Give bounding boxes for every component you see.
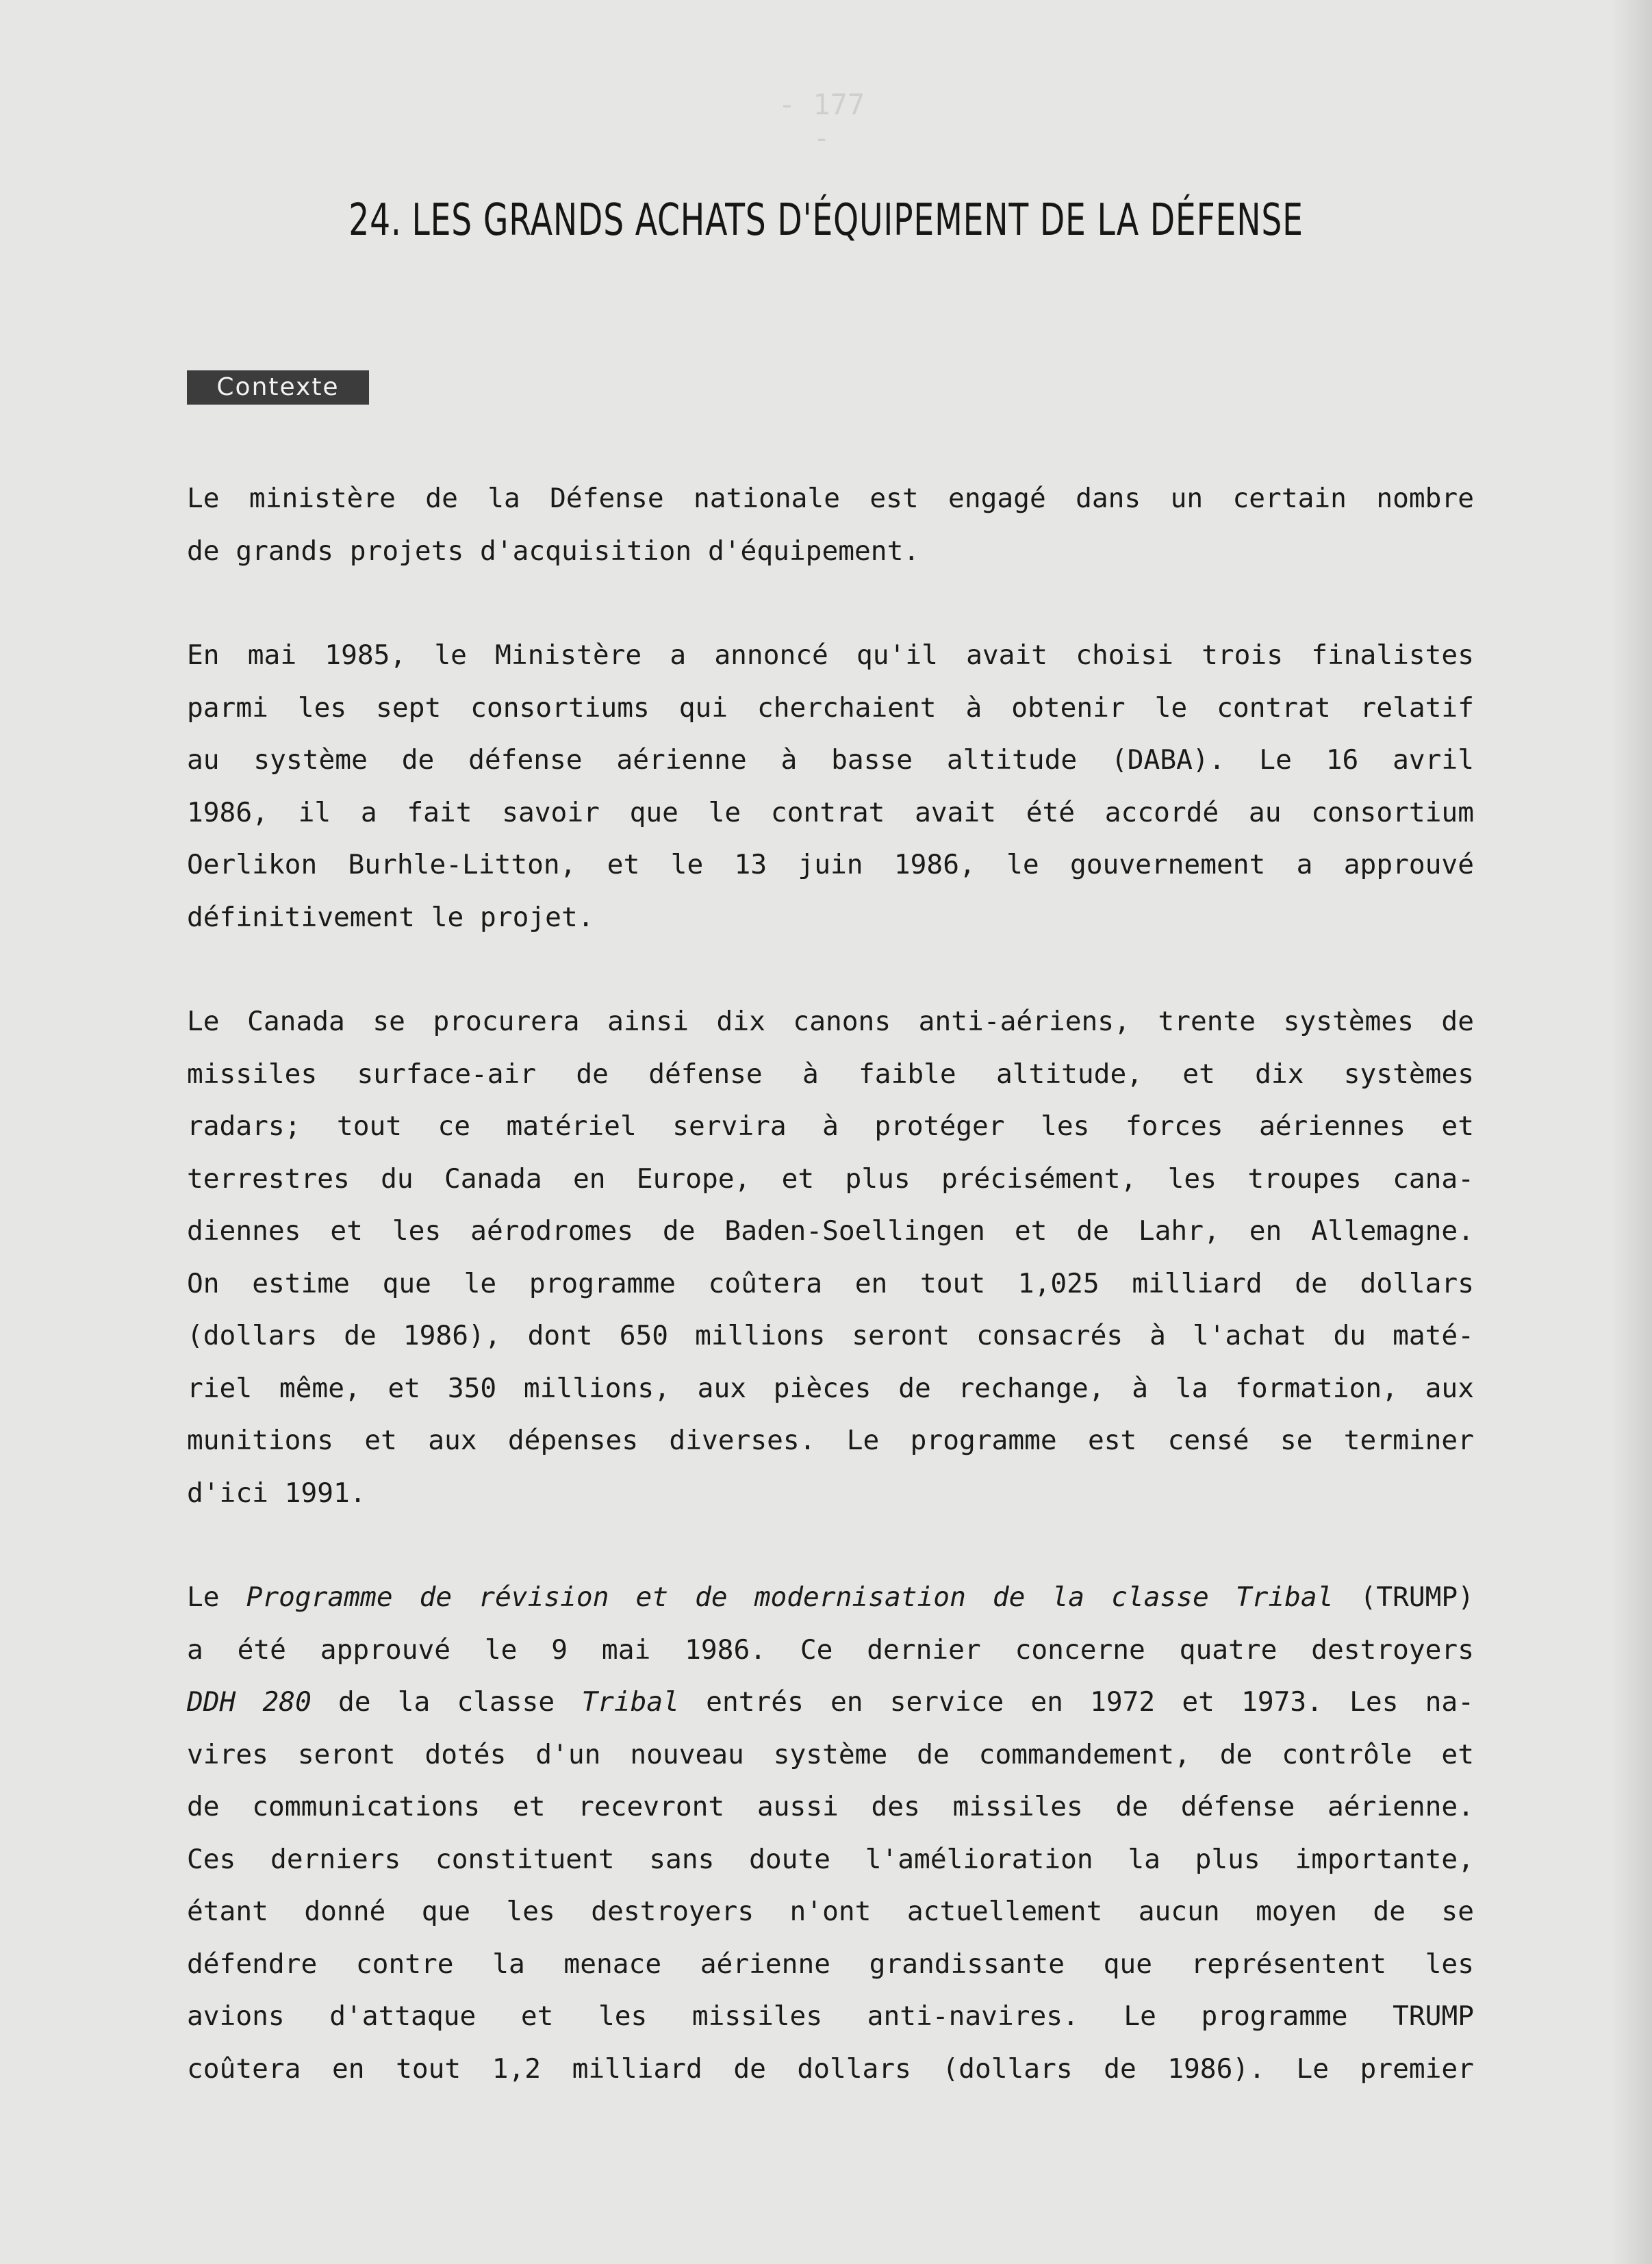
context-badge: Contexte bbox=[187, 370, 369, 405]
page-edge-shadow bbox=[1611, 0, 1652, 2264]
text-line: étant donné que les destroyers n'ont actuellement aucun moyen de se bbox=[187, 1896, 1474, 1927]
text-line: diennes et les aérodromes de Baden-Soellingen et de Lahr, en Allemagne. bbox=[187, 1215, 1474, 1247]
text-line: de communications et recevront aussi des missiles de défense aérienne. bbox=[187, 1791, 1474, 1822]
text-span: de la classe bbox=[311, 1686, 582, 1718]
text-line: riel même, et 350 millions, aux pièces de rechange, à la formation, aux bbox=[187, 1372, 1474, 1404]
text-line: radars; tout ce matériel servira à protéger les forces aériennes et bbox=[187, 1110, 1474, 1142]
text-line: a été approuvé le 9 mai 1986. Ce dernier concerne quatre destroyers bbox=[187, 1633, 1474, 1666]
text-line: de grands projets d'acquisition d'équipement. bbox=[187, 535, 920, 567]
paragraph-4 bbox=[187, 1571, 1474, 2095]
paragraph-3 bbox=[187, 995, 1474, 1519]
text-line bbox=[187, 1571, 1474, 1624]
text-line: On estime que le programme coûtera en tout 1,025 milliard de dollars bbox=[187, 1267, 1474, 1299]
text-line: Le ministère de la Défense nationale est engagé dans un certain nombre bbox=[187, 483, 1474, 514]
text-line: 1986, il a fait savoir que le contrat avait été accordé au consortium bbox=[187, 796, 1474, 828]
body-text bbox=[187, 472, 1474, 2095]
section-title: LES GRANDS ACHATS D'ÉQUIPEMENT DE LA DÉFENSE bbox=[411, 195, 1304, 246]
text-line: coûtera en tout 1,2 milliard de dollars (dollars de 1986). Le premier bbox=[187, 2052, 1474, 2085]
ship-designation: DDH 280 bbox=[187, 1686, 312, 1718]
text-line: d'ici 1991. bbox=[187, 1477, 366, 1509]
program-title: Programme de révision et de modernisation de la classe Tribal bbox=[246, 1581, 1334, 1613]
text-line: missiles surface-air de défense à faible altitude, et dix systèmes bbox=[187, 1058, 1474, 1090]
text-line: Oerlikon Burhle-Litton, et le 13 juin 1986, le gouvernement a approuvé bbox=[187, 849, 1474, 880]
text-line: définitivement le projet. bbox=[187, 901, 594, 933]
text-span: Le bbox=[187, 1581, 246, 1613]
text-line: vires seront dotés d'un nouveau système de commandement, de contrôle et bbox=[187, 1738, 1474, 1770]
text-line: au système de défense aérienne à basse altitude (DABA). Le 16 avril bbox=[187, 744, 1474, 776]
text-line: En mai 1985, le Ministère a annoncé qu'il avait choisi trois finalistes bbox=[187, 639, 1474, 671]
text-line: défendre contre la menace aérienne grandissante que représentent les bbox=[187, 1948, 1474, 1980]
text-line: munitions et aux dépenses diverses. Le programme est censé se terminer bbox=[187, 1425, 1474, 1456]
section-number: 24. bbox=[348, 195, 402, 246]
text-line: Le Canada se procurera ainsi dix canons anti-aériens, trente systèmes de bbox=[187, 1006, 1474, 1037]
section-heading bbox=[149, 195, 1503, 246]
paragraph-2 bbox=[187, 629, 1474, 943]
text-span: entrés en service en 1972 et 1973. Les na- bbox=[679, 1686, 1474, 1718]
text-line: (dollars de 1986), dont 650 millions seront consacrés à l'achat du maté- bbox=[187, 1320, 1474, 1351]
text-line: Ces derniers constituent sans doute l'amélioration la plus importante, bbox=[187, 1843, 1474, 1875]
text-span: (TRUMP) bbox=[1333, 1581, 1474, 1613]
paragraph-1 bbox=[187, 472, 1474, 577]
ship-class: Tribal bbox=[581, 1686, 679, 1718]
text-line: avions d'attaque et les missiles anti-navires. Le programme TRUMP bbox=[187, 2000, 1474, 2032]
text-line bbox=[187, 1676, 1474, 1729]
text-line: parmi les sept consortiums qui cherchaient à obtenir le contrat relatif bbox=[187, 691, 1474, 724]
page-number: - 177 - bbox=[778, 88, 865, 155]
text-line: terrestres du Canada en Europe, et plus précisément, les troupes cana- bbox=[187, 1162, 1474, 1195]
